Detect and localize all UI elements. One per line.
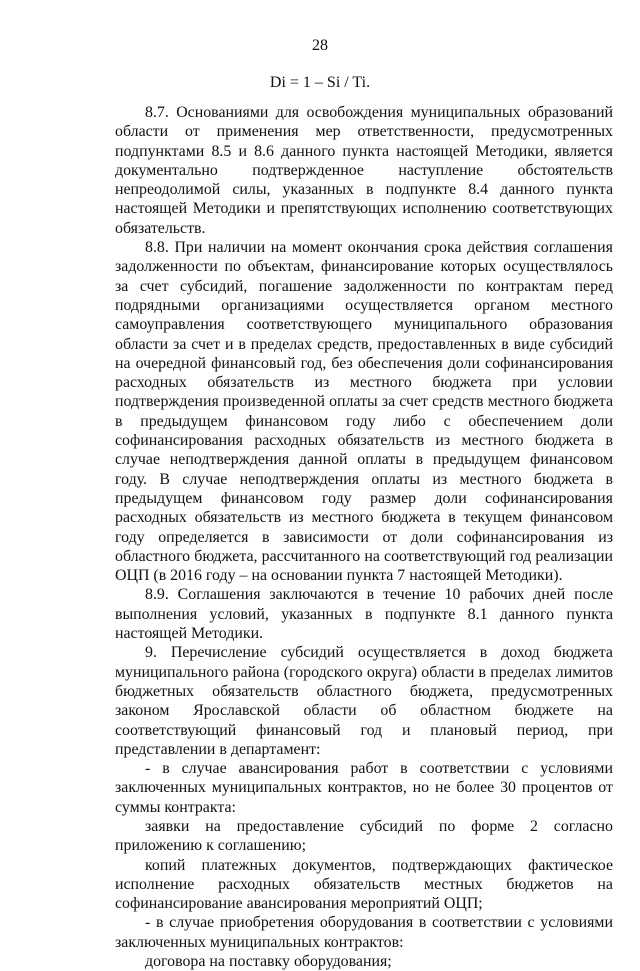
list-item-subsidy-request: заявки на предоставление субсидий по форме 2 согласно приложению к соглашению;	[115, 817, 613, 855]
paragraph-8-8: 8.8. При наличии на момент окончания срока действия соглашения задолженности по объектам, финансирование которых осуществлялось за счет субсидий, погашение задолженности по контрактам перед подрядными организациями осуществляется органом местного самоуправления соответствующего муниципального образования области за счет и в пределах средств, предоставленных в виде субсидий на очередной финансовый год, без обеспечения доли софинансирования расходных обязательств из местного бюджета при условии подтверждения произведенной оплаты за счет средств местного бюджета в предыдущем финансовом году либо с обеспечением доли софинансирования расходных обязательств из местного бюджета в случае неподтверждения данной оплаты в предыдущем финансовом году. В случае неподтверждения оплаты из местного бюджета в предыдущем финансовом году размер доли софинансирования расходных обязательств из местного бюджета в текущем финансовом году определяется в зависимости от доли софинансирования из областного бюджета, рассчитанного на соответствующий год реализации ОЦП (в 2016 году – на основании пункта 7 настоящей Методики).	[115, 239, 613, 585]
list-item-equipment-purchase: - в случае приобретения оборудования в соответствии с условиями заключенных муниципальных контрактов:	[115, 914, 613, 951]
body-text	[115, 103, 613, 971]
paragraph-8-9: 8.9. Соглашения заключаются в течение 10 рабочих дней после выполнения условий, указанных в подпункте 8.1 данного пункта настоящей Методики.	[115, 586, 613, 643]
list-item-advance-payment: - в случае авансирования работ в соответствии с условиями заключенных муниципальных контрактов, но не более 30 процентов от суммы контракта:	[115, 760, 613, 816]
page-number: 28	[312, 37, 328, 54]
paragraph-8-7: 8.7. Основаниями для освобождения муниципальных образований области от применения мер ответственности, предусмотренных подпунктами 8.5 и 8.6 данного пункта настоящей Методики, является документально подтвержденное наступление обстоятельств непреодолимой силы, указанных в подпункте 8.4 данного пункта настоящей Методики и препятствующих исполнению соответствующих обязательств.	[115, 104, 613, 237]
formula: Di = 1 – Si / Ti.	[269, 74, 371, 91]
list-item-payment-copies: копий платежных документов, подтверждающих фактическое исполнение расходных обязательств местных бюджетов на софинансирование авансирования мероприятий ОЦП;	[115, 856, 613, 913]
paragraph-9: 9. Перечисление субсидий осуществляется в доход бюджета муниципального района (городского округа) области в пределах лимитов бюджетных обязательств областного бюджета, предусмотренных законом Ярославской области об областном бюджете на соответствующий финансовый год и плановый период, при представлении в департамент:	[115, 644, 613, 758]
list-item-supply-contract: договора на поставку оборудования;	[145, 953, 392, 971]
